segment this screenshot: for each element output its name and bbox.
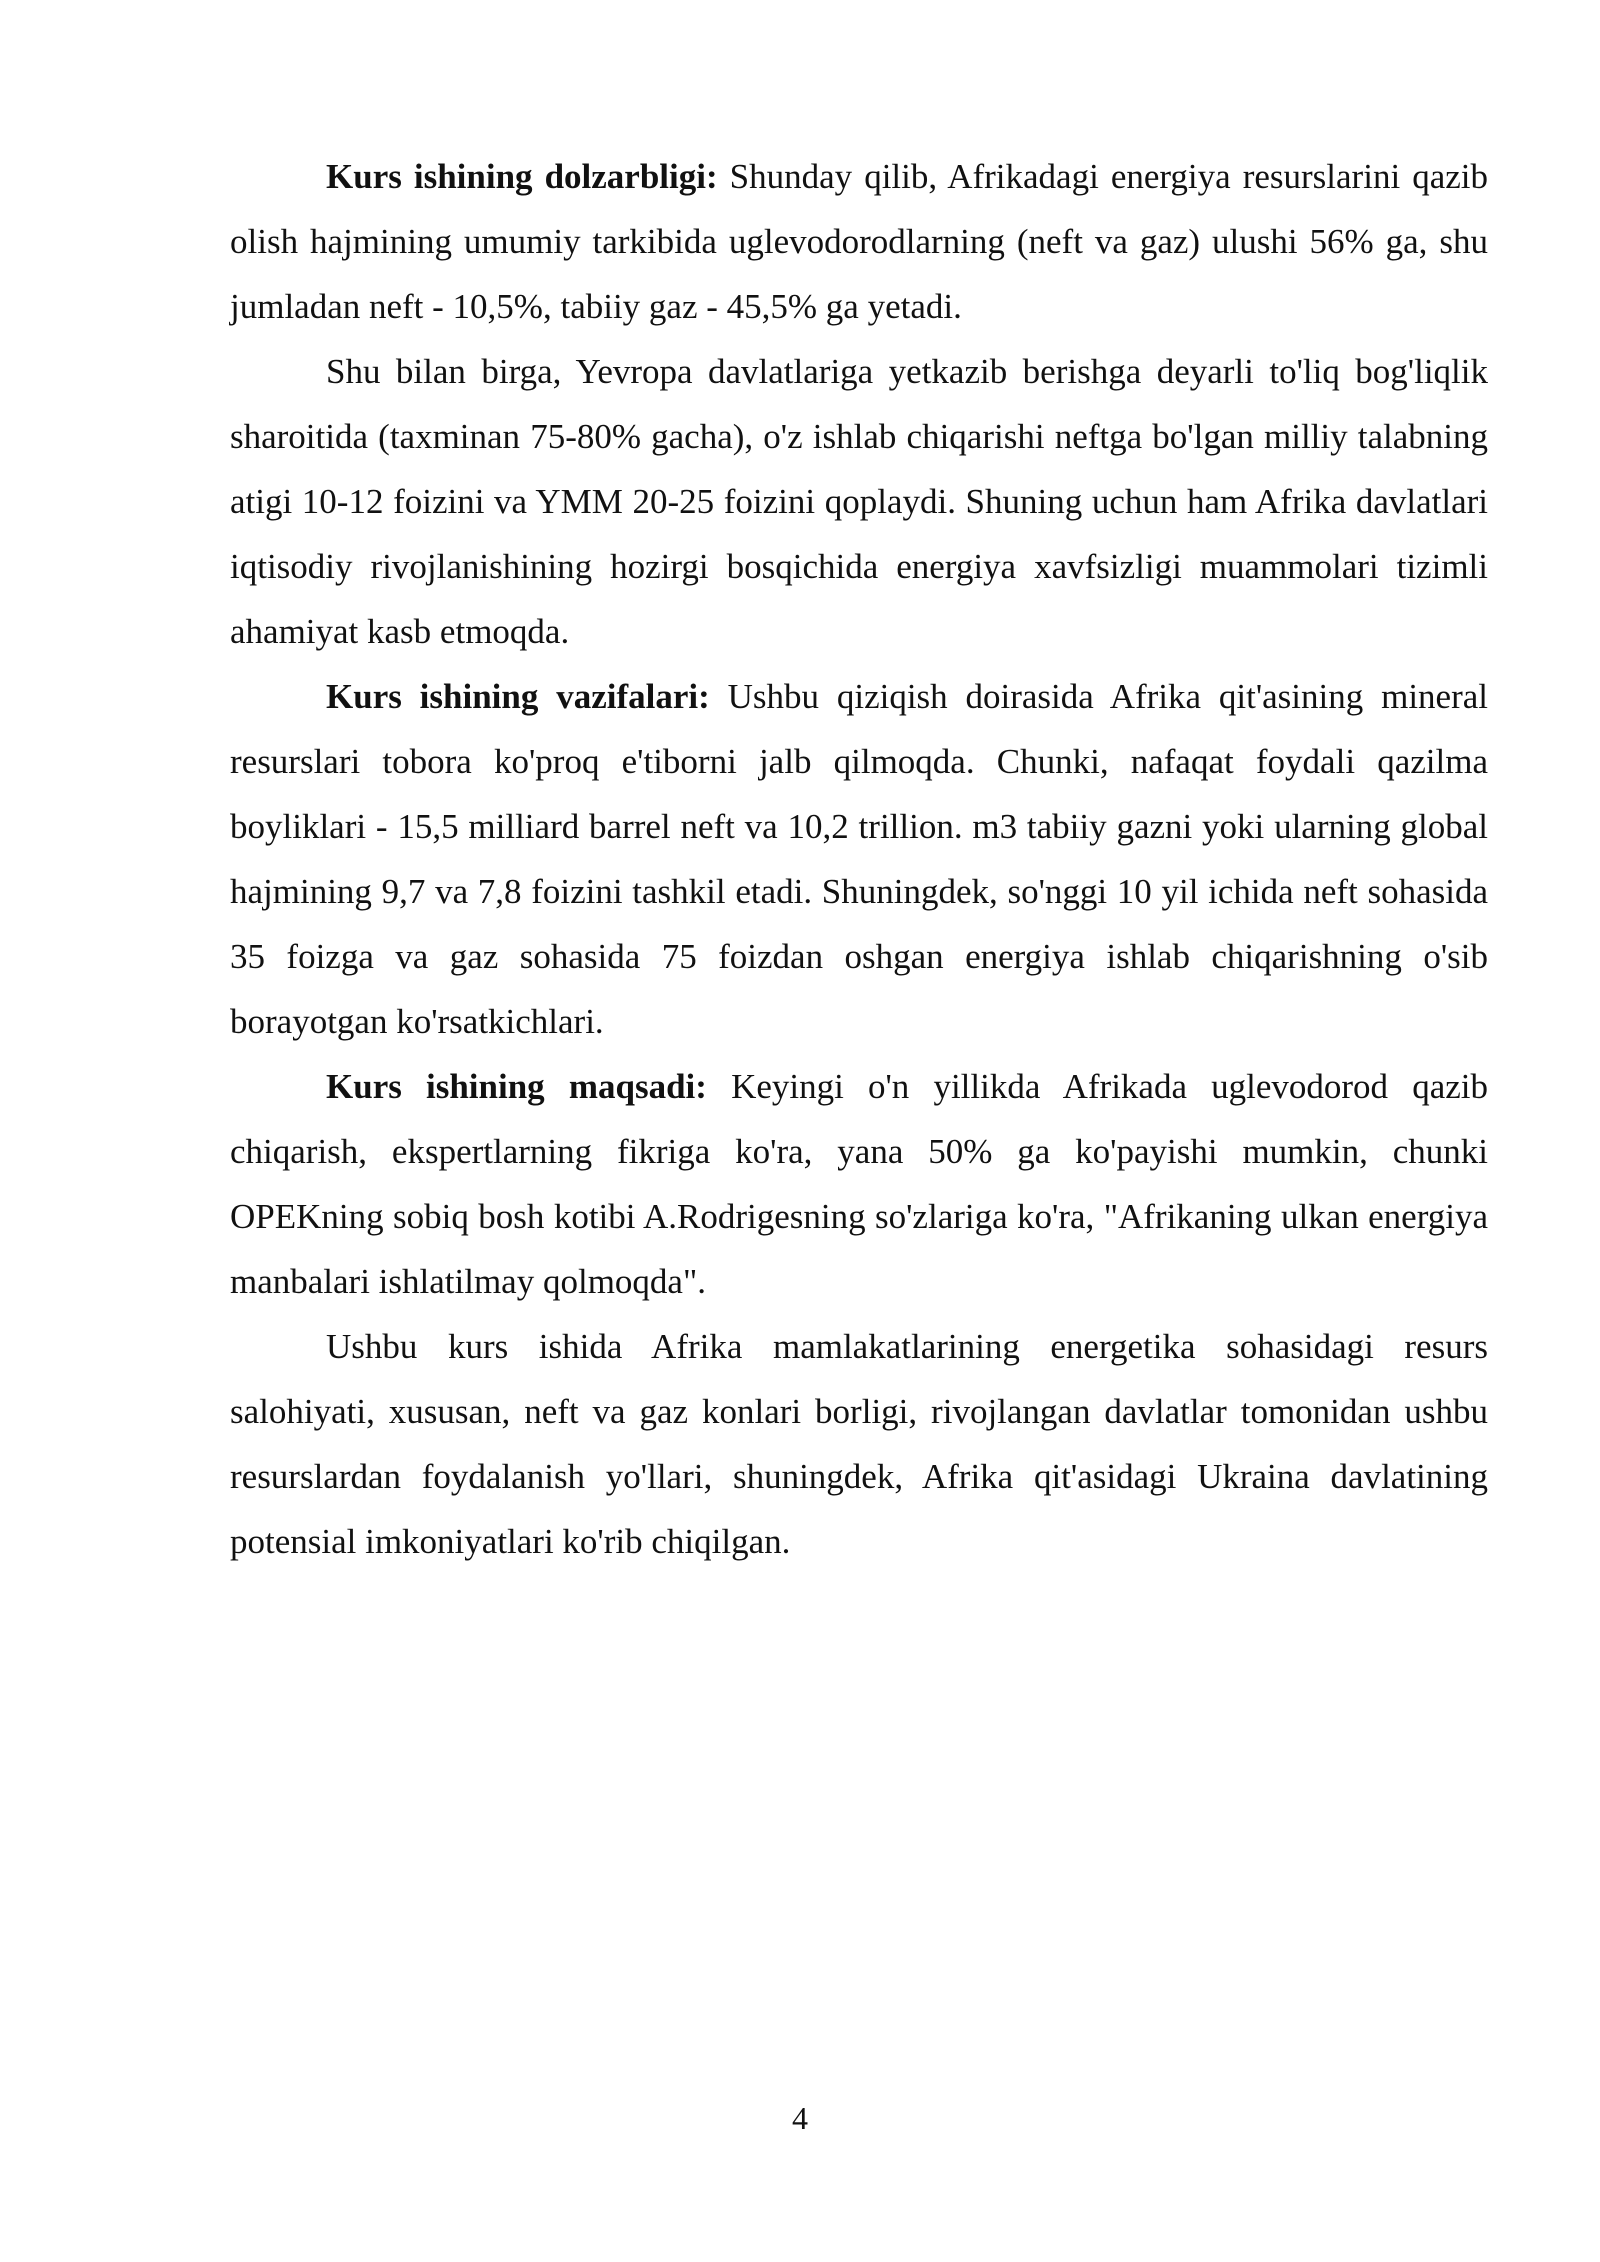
paragraph-text: Ushbu qiziqish doirasida Afrika qit'asining mineral resurslari tobora ko'proq e'tiborni jalb qilmoqda. Chunki, nafaqat foydali qazilma boyliklari - 15,5 milliard barrel neft va 10,2 trillion. m3 tabiiy gazni yoki ularning global hajmining 9,7 va 7,8 foizini tashkil etadi. Shuningdek, so'nggi 10 yil ichida neft sohasida 35 foizga va gaz sohasida 75 foizdan oshgan energiya ishlab chiqarishning o'sib borayotgan ko'rsatkichlari. <box>230 677 1488 1041</box>
paragraph-label: Kurs ishining maqsadi: <box>326 1067 707 1106</box>
document-body <box>230 144 1488 1574</box>
paragraph-energiya-xavfsizligi <box>230 339 1488 664</box>
paragraph-text: Keyingi o'n yillikda Afrikada uglevodorod qazib chiqarish, ekspertlarning fikriga ko'ra, yana 50% ga ko'payishi mumkin, chunki OPEKning sobiq bosh kotibi A.Rodrigesning so'zlariga ko'ra, "Afrikaning ulkan energiya manbalari ishlatilmay qolmoqda". <box>230 1067 1489 1301</box>
paragraph-maqsadi <box>230 1054 1488 1314</box>
paragraph-vazifalari <box>230 664 1488 1054</box>
paragraph-text: Ushbu kurs ishida Afrika mamlakatlarining energetika sohasidagi resurs salohiyati, xususan, neft va gaz konlari borligi, rivojlangan davlatlar tomonidan ushbu resurslardan foydalanish yo'llari, shuningdek, Afrika qit'asidagi Ukraina davlatining potensial imkoniyatlari ko'rib chiqilgan. <box>230 1327 1488 1561</box>
paragraph-text: Shu bilan birga, Yevropa davlatlariga yetkazib berishga deyarli to'liq bog'liqlik sharoitida (taxminan 75-80% gacha), o'z ishlab chiqarishi neftga bo'lgan milliy talabning atigi 10-12 foizini va YMM 20-25 foizini qoplaydi. Shuning uchun ham Afrika davlatlari iqtisodiy rivojlanishining hozirgi bosqichida energiya xavfsizligi muammolari tizimli ahamiyat kasb etmoqda. <box>230 352 1488 651</box>
page-number: 4 <box>792 2100 808 2136</box>
paragraph-dolzarbligi <box>230 144 1488 339</box>
paragraph-text: Shunday qilib, Afrikadagi energiya resurslarini qazib olish hajmining umumiy tarkibida uglevodorodlarning (neft va gaz) ulushi 56% ga, shu jumladan neft - 10,5%, tabiiy gaz - 45,5% ga yetadi. <box>230 157 1488 326</box>
paragraph-kurs-ishi-mazmuni <box>230 1314 1488 1574</box>
paragraph-label: Kurs ishining dolzarbligi: <box>326 157 718 196</box>
paragraph-label: Kurs ishining vazifalari: <box>326 677 710 716</box>
